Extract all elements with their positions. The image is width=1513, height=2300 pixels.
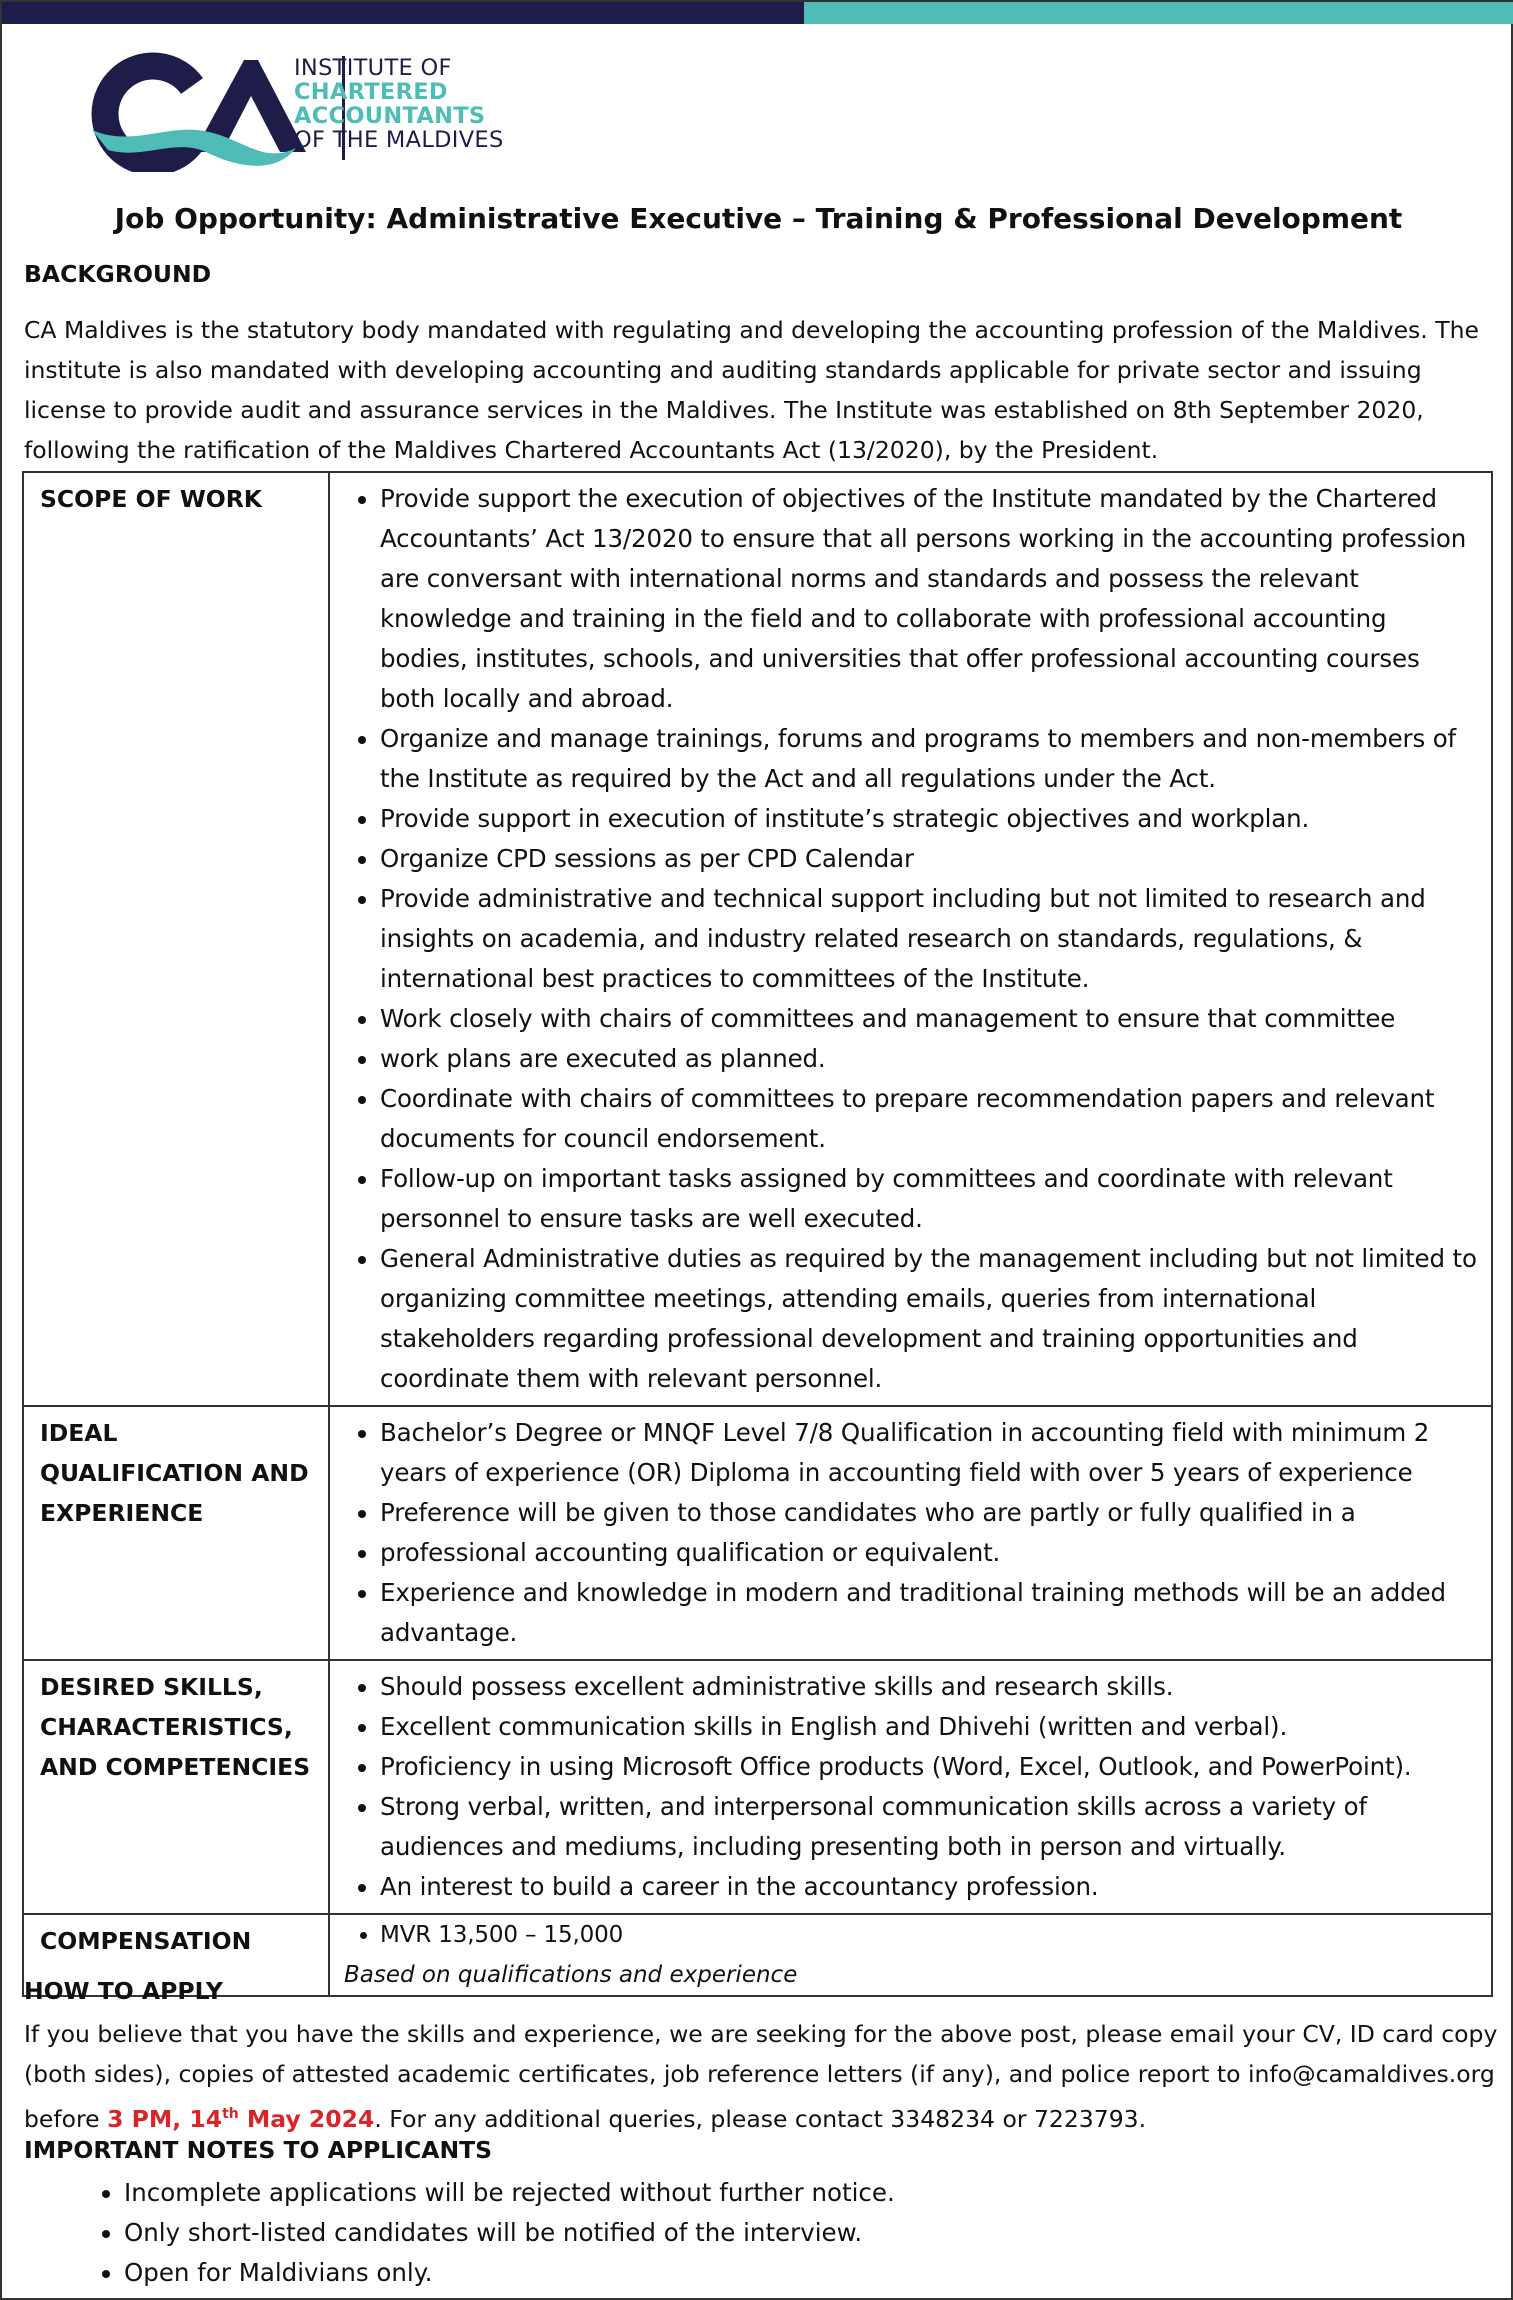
list-item: • work plans are executed as planned. <box>380 1039 1477 1079</box>
skills-label: DESIRED SKILLS, CHARACTERISTICS, AND COMPETENCIES <box>23 1660 329 1914</box>
logo-line-2: CHARTERED <box>294 79 448 105</box>
compensation-amount: • MVR 13,500 – 15,000 <box>380 1915 1477 1955</box>
top-color-band <box>2 2 1513 24</box>
apply-text-after: . For any additional queries, please contact 3348234 or 7223793. <box>374 2104 1147 2133</box>
table-row <box>23 1914 1492 1996</box>
logo-text <box>294 56 504 152</box>
qualification-list <box>344 1413 1477 1653</box>
ca-maldives-logo <box>74 52 534 172</box>
logo-line-4: OF THE MALDIVES <box>294 127 504 153</box>
list-item: • Work closely with chairs of committees and management to ensure that committee <box>380 999 1477 1039</box>
table-row <box>23 1660 1492 1914</box>
navy-band-segment <box>2 2 804 24</box>
list-item: • professional accounting qualification or equivalent. <box>380 1533 1477 1573</box>
apply-deadline-rest: May 2024 <box>238 2104 375 2133</box>
qualification-label: IDEAL QUALIFICATION AND EXPERIENCE <box>23 1406 329 1660</box>
list-item: • Preference will be given to those candidates who are partly or fully qualified in a <box>380 1493 1477 1533</box>
compensation-label: COMPENSATION <box>23 1914 329 1996</box>
scope-content <box>329 472 1492 1406</box>
table-row <box>23 1406 1492 1660</box>
how-to-apply-text <box>24 2014 1499 2139</box>
skills-list <box>344 1667 1477 1907</box>
background-text: CA Maldives is the statutory body mandated with regulating and developing the accounting profession of the Maldives. The institute is also mandated with developing accounting and auditing standards applicable for private sector and issuing license to provide audit and assurance services in the Maldives. The Institute was established on 8th September 2020, following the ratification of the Maldives Chartered Accountants Act (13/2020), by the President. <box>24 316 1479 464</box>
list-item: • Provide support in execution of institute’s strategic objectives and workplan. <box>380 799 1477 839</box>
logo-line-1: INSTITUTE OF <box>294 55 452 81</box>
skills-content <box>329 1660 1492 1914</box>
list-item: • Organize and manage trainings, forums and programs to members and non-members of the Institute as required by the Act and all regulations under the Act. <box>380 719 1477 799</box>
compensation-note: Based on qualifications and experience <box>344 1962 798 1988</box>
background-heading: BACKGROUND <box>24 260 212 288</box>
apply-deadline-sup: th <box>222 2106 239 2122</box>
list-item: • Open for Maldivians only. <box>124 2253 895 2293</box>
list-item: • Proficiency in using Microsoft Office products (Word, Excel, Outlook, and PowerPoint). <box>380 1747 1477 1787</box>
important-notes-list <box>24 2173 895 2293</box>
list-item: • Experience and knowledge in modern and traditional training methods will be an added advantage. <box>380 1573 1477 1653</box>
scope-label: SCOPE OF WORK <box>23 472 329 1406</box>
list-item: • Only short-listed candidates will be notified of the interview. <box>124 2213 895 2253</box>
scope-list <box>344 479 1477 1399</box>
list-item: • Coordinate with chairs of committees to prepare recommendation papers and relevant documents for council endorsement. <box>380 1079 1477 1159</box>
teal-band-segment <box>804 2 1513 24</box>
apply-deadline <box>107 2105 374 2133</box>
list-item: • Provide administrative and technical support including but not limited to research and insights on academia, and industry related research on standards, regulations, & international best practices to committees of the Institute. <box>380 879 1477 999</box>
compensation-list <box>344 1915 1477 1955</box>
apply-deadline-time: 3 PM, 14 <box>107 2104 223 2133</box>
table-row <box>23 472 1492 1406</box>
list-item: • Organize CPD sessions as per CPD Calendar <box>380 839 1477 879</box>
list-item: • Excellent communication skills in English and Dhivehi (written and verbal). <box>380 1707 1477 1747</box>
logo-line-3: ACCOUNTANTS <box>294 103 486 129</box>
list-item: • Should possess excellent administrative skills and research skills. <box>380 1667 1477 1707</box>
how-to-apply-heading: HOW TO APPLY <box>24 1977 223 2005</box>
compensation-content <box>329 1914 1492 1996</box>
qualification-content <box>329 1406 1492 1660</box>
list-item: • General Administrative duties as required by the management including but not limited to organizing committee meetings, attending emails, queries from international stakeholders regarding professional development and training opportunities and coordinate them with relevant personnel. <box>380 1239 1477 1399</box>
list-item: • An interest to build a career in the accountancy profession. <box>380 1867 1477 1907</box>
important-notes-heading: IMPORTANT NOTES TO APPLICANTS <box>24 2136 493 2164</box>
list-item: • Bachelor’s Degree or MNQF Level 7/8 Qualification in accounting field with minimum 2 years of experience (OR) Diploma in accounting field with over 5 years of experience <box>380 1413 1477 1493</box>
page-title: Job Opportunity: Administrative Executive – Training & Professional Development <box>114 202 1403 235</box>
apply-text-before: If you believe that you have the skills and experience, we are seeking for the above post, please email your CV, ID card copy (both sides), copies of attested academic certificates, job reference letters (if any), and police report to info@camaldives.org before <box>24 2020 1498 2133</box>
job-details-table <box>22 471 1493 1997</box>
list-item: • Provide support the execution of objectives of the Institute mandated by the Chartered Accountants’ Act 13/2020 to ensure that all persons working in the accounting profession are conversant with international norms and standards and possess the relevant knowledge and training in the field and to collaborate with professional accounting bodies, institutes, schools, and universities that offer professional accounting courses both locally and abroad. <box>380 479 1477 719</box>
list-item: • Follow-up on important tasks assigned by committees and coordinate with relevant personnel to ensure tasks are well executed. <box>380 1159 1477 1239</box>
list-item: • Strong verbal, written, and interpersonal communication skills across a variety of audiences and mediums, including presenting both in person and virtually. <box>380 1787 1477 1867</box>
list-item: • Incomplete applications will be rejected without further notice. <box>124 2173 895 2213</box>
